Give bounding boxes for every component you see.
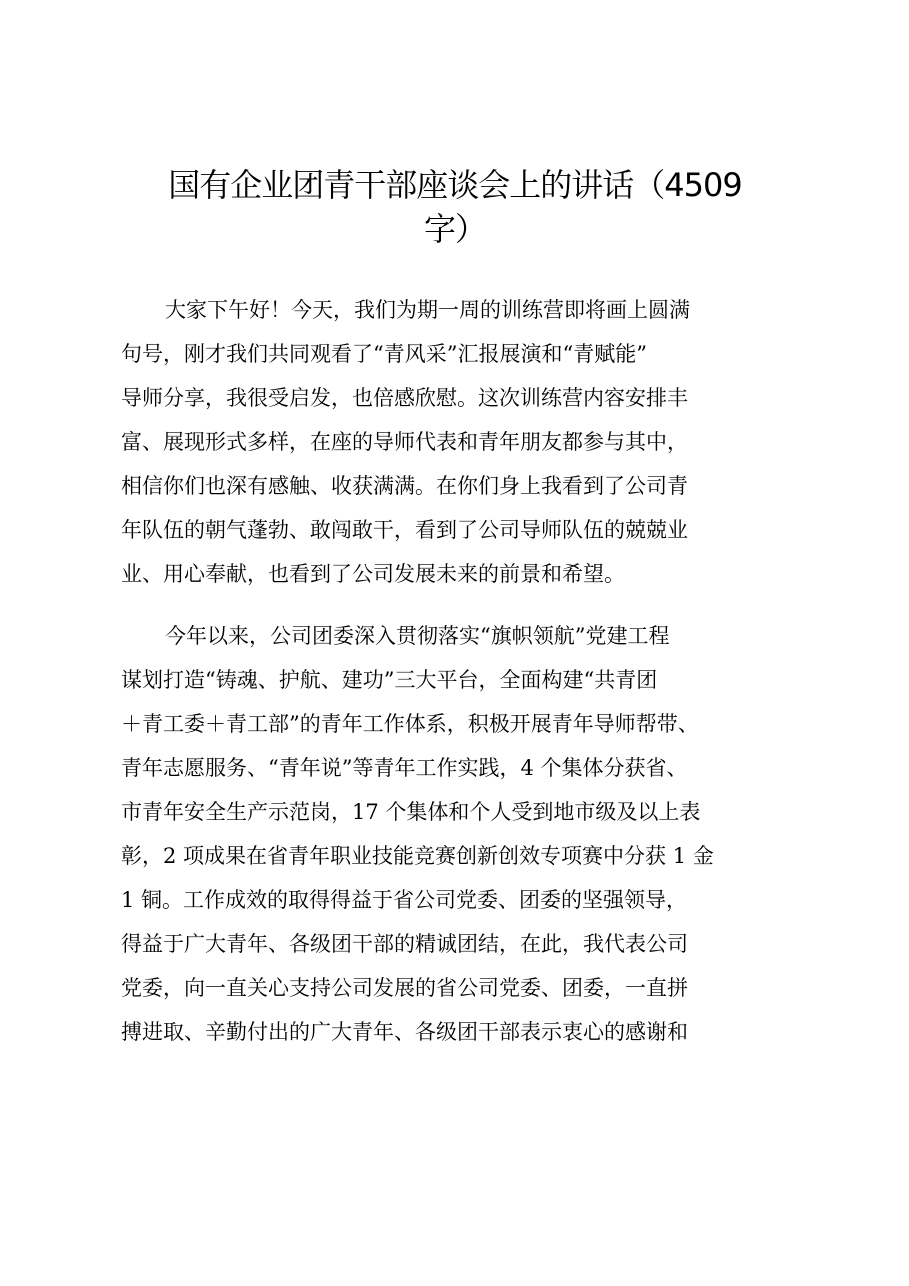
body-line: ＋青工委＋青工部”的青年工作体系，积极开展青年导师帮带、 bbox=[121, 712, 699, 736]
body-line: 市青年安全生产示范岗，17 个集体和个人受到地市级及以上表 bbox=[121, 800, 701, 824]
body-line: 富、展现形式多样，在座的导师代表和青年朋友都参与其中， bbox=[121, 430, 688, 454]
body-line: 党委，向一直关心支持公司发展的省公司党委、团委，一直拼 bbox=[121, 976, 688, 1000]
body-line: 相信你们也深有感触、收获满满。在你们身上我看到了公司青 bbox=[121, 474, 688, 498]
body-line: 彰，2 项成果在省青年职业技能竞赛创新创效专项赛中分获 1 金 bbox=[121, 844, 714, 868]
body-line: 青年志愿服务、“青年说”等青年工作实践，4 个集体分获省、 bbox=[121, 756, 688, 780]
body-line: 谋划打造“铸魂、护航、建功”三大平台，全面构建“共青团 bbox=[121, 668, 658, 692]
document-title-line-2: 字） bbox=[423, 210, 486, 248]
body-line: 搏进取、辛勤付出的广大青年、各级团干部表示衷心的感谢和 bbox=[121, 1020, 688, 1044]
document-title bbox=[120, 163, 790, 251]
body-line: 年队伍的朝气蓬勃、敢闯敢干，看到了公司导师队伍的兢兢业 bbox=[121, 518, 688, 542]
body-line: 业、用心奉献，也看到了公司发展未来的前景和希望。 bbox=[121, 562, 625, 586]
body-line: 大家下午好！今天，我们为期一周的训练营即将画上圆满 bbox=[165, 298, 690, 322]
body-line: 导师分享，我很受启发，也倍感欣慰。这次训练营内容安排丰 bbox=[121, 386, 688, 410]
body-line: 句号，刚才我们共同观看了“青风采”汇报展演和“青赋能” bbox=[121, 342, 647, 366]
body-line: 得益于广大青年、各级团干部的精诚团结，在此，我代表公司 bbox=[121, 932, 688, 956]
body-line: 今年以来，公司团委深入贯彻落实“旗帜领航”党建工程 bbox=[165, 624, 670, 648]
document-title-line-1: 国有企业团青干部座谈会上的讲话（4509 bbox=[168, 166, 742, 204]
body-line: 1 铜。工作成效的取得得益于省公司党委、团委的坚强领导， bbox=[121, 888, 688, 912]
